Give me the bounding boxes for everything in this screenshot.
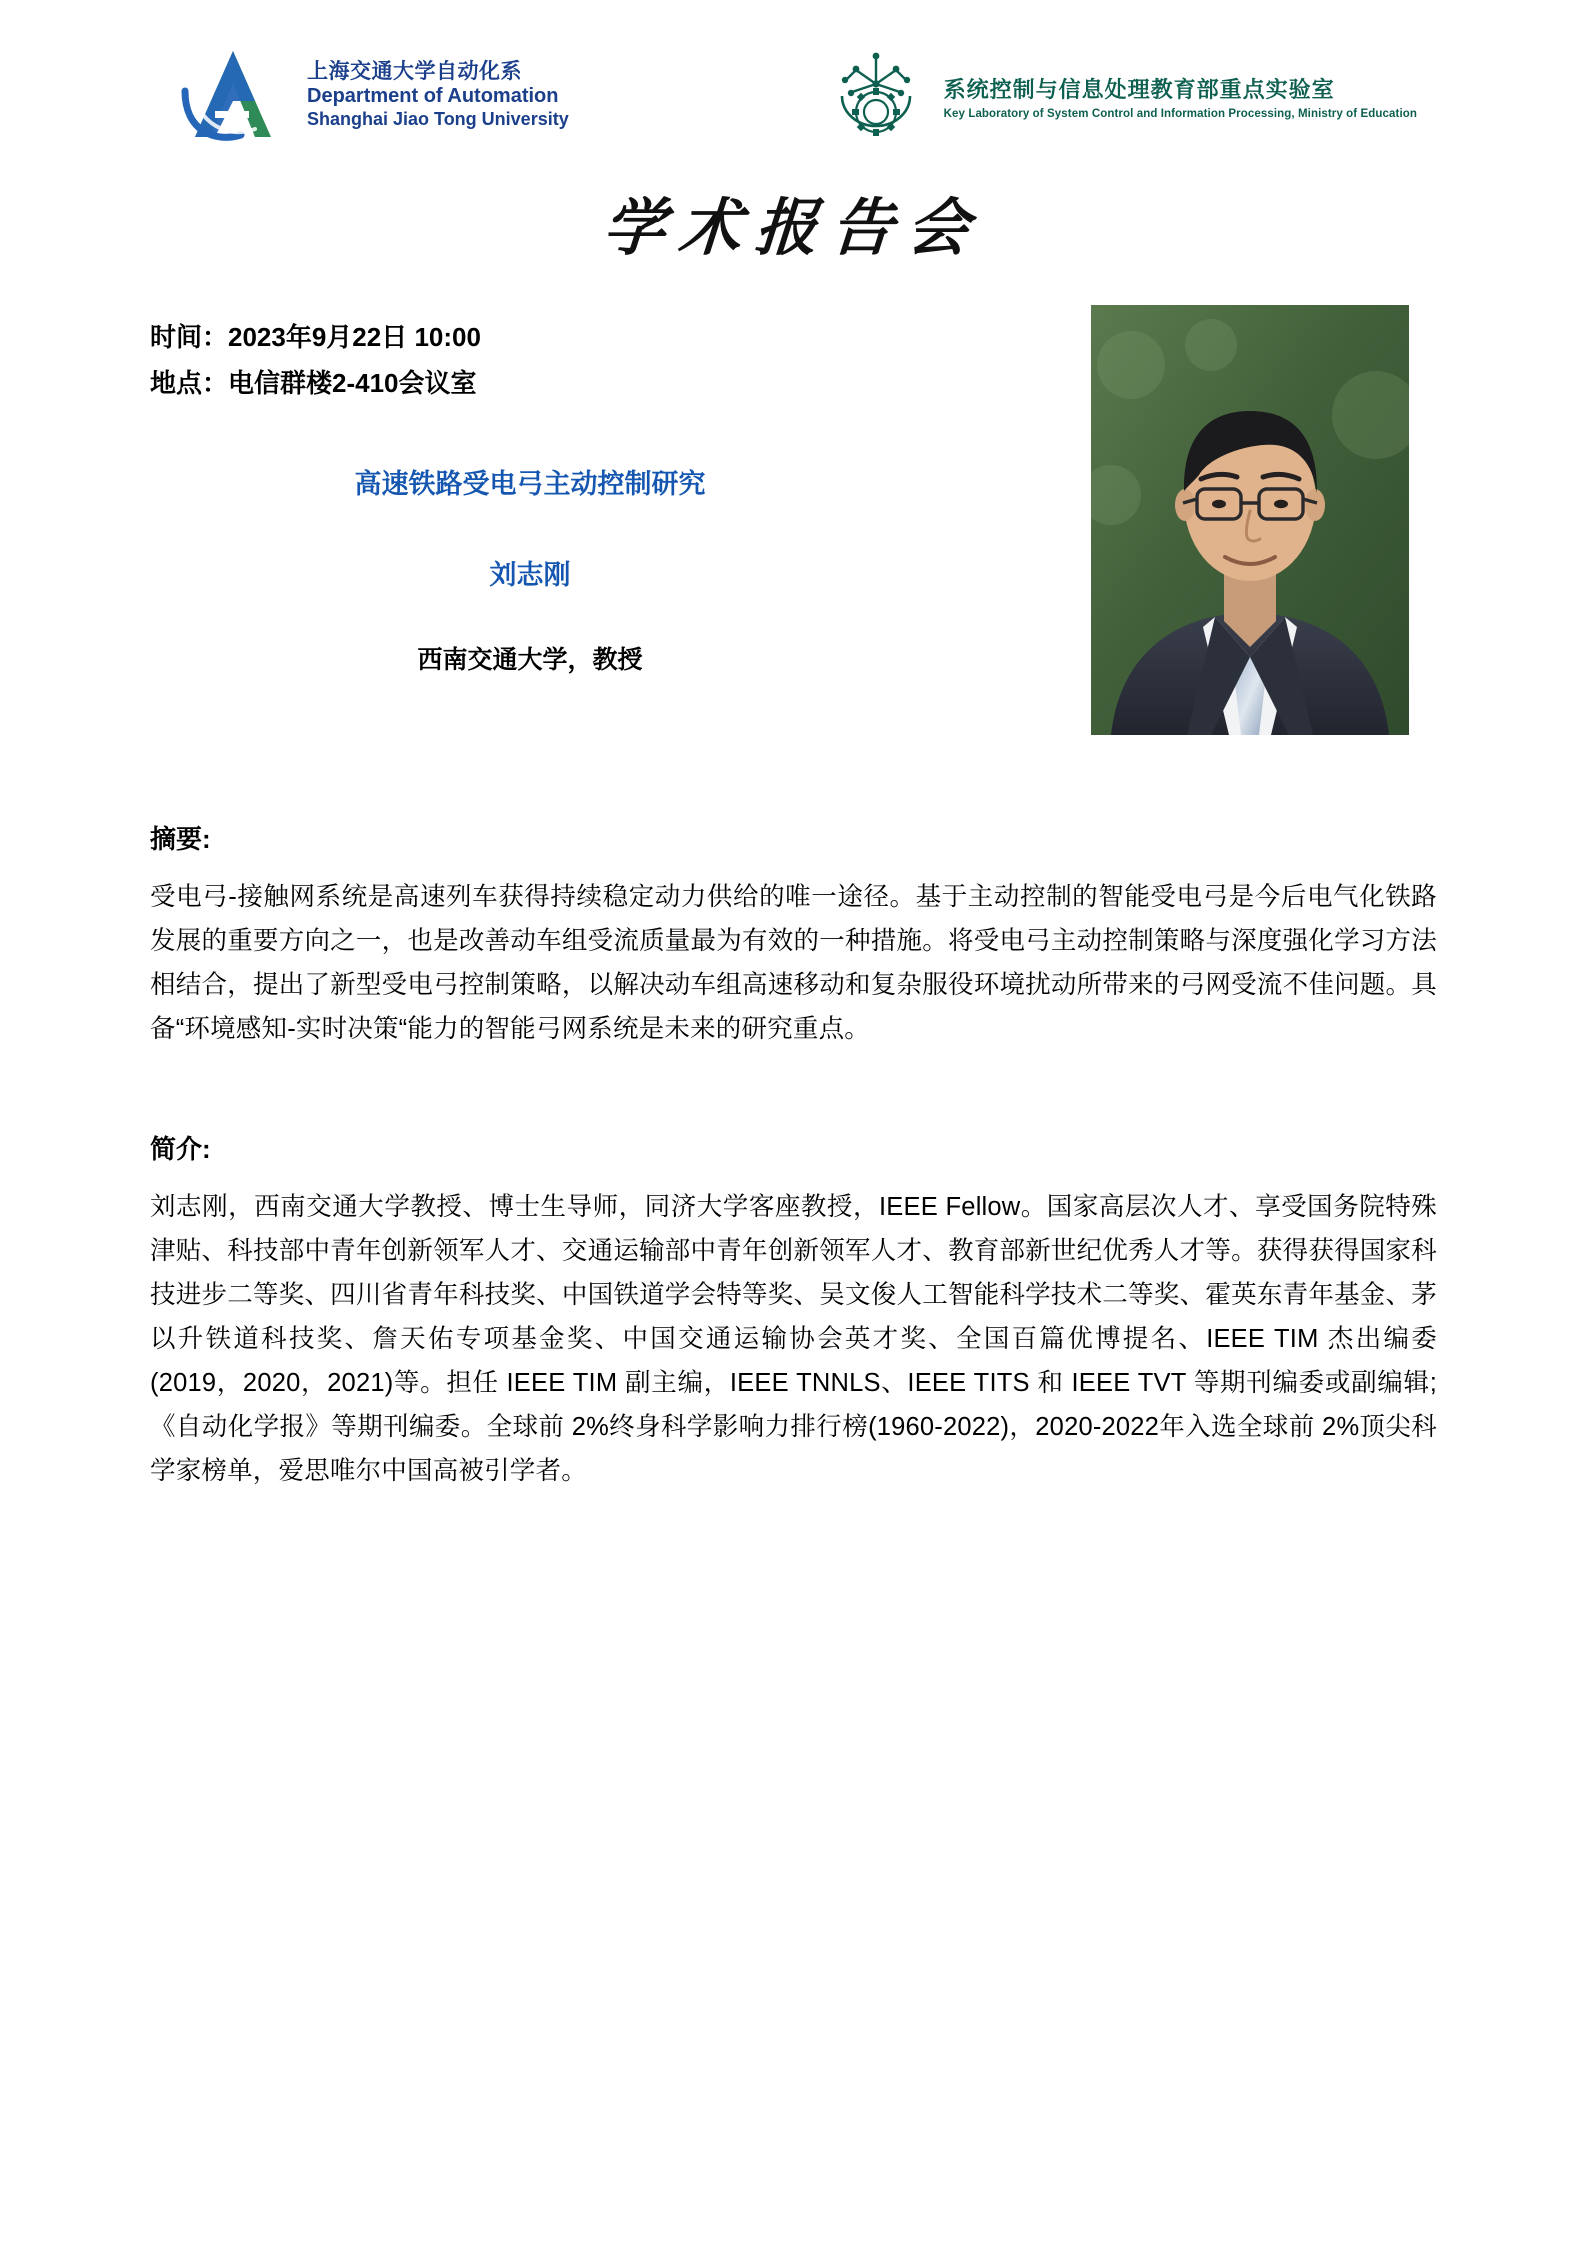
sjtu-logo-en1: Department of Automation xyxy=(307,84,559,107)
abstract-text: 受电弓-接触网系统是高速列车获得持续稳定动力供给的唯一途径。基于主动控制的智能受电弓是今后电气化铁路发展的重要方向之一，也是改善动车组受流质量最为有效的一种措施。将受电弓主动控制策略与深度强化学习方法相结合，提出了新型受电弓控制策略，以解决动车组高速移动和复杂服役环境扰动所带来的弓网受流不佳问题。具备“环境感知-实时决策“能力的智能弓网系统是未来的研究重点。 xyxy=(150,883,1437,1043)
abstract-heading: 摘要: xyxy=(150,824,211,854)
sjtu-logo-en2: Shanghai Jiao Tong University xyxy=(307,108,569,129)
sjtu-automation-logo xyxy=(175,45,569,145)
bio-text: 刘志刚，西南交通大学教授、博士生导师，同济大学客座教授，IEEE Fellow。国家高层次人才、享受国务院特殊津贴、科技部中青年创新领军人才、交通运输部中青年创新领军人才、教育部新世纪优秀人才等。获得获得国家科技进步二等奖、四川省青年科技奖、中国铁道学会特等奖、吴文俊人工智能科学技术二等奖、霍英东青年基金、茅以升铁道科技奖、詹天佑专项基金奖、中国交通运输协会英才奖、全国百篇优博提名、IEEE TIM 杰出编委(2019，2020，2021)等。担任 IEEE TIM 副主编，IEEE TNNLS、IEEE TITS 和 IEEE TVT 等期刊编委或副编辑;《自动化学报》等期刊编委。全球前 2%终身科学影响力排行榜(1960-2022)，2020-2022年入选全球前 2%顶尖科学家榜单，爱思唯尔中国高被引学者。 xyxy=(150,1193,1437,1485)
abstract-section xyxy=(150,819,1437,1051)
bio-section xyxy=(150,1129,1437,1493)
event-time: 时间：2023年9月22日 10:00 xyxy=(150,322,481,352)
key-laboratory-logo-text xyxy=(944,73,1417,120)
keylab-logo-en: Key Laboratory of System Control and Information Processing, Ministry of Education xyxy=(943,107,1417,120)
bio-heading: 简介: xyxy=(150,1134,211,1165)
page-title: 学术报告会 xyxy=(600,191,986,264)
key-laboratory-logo xyxy=(822,48,1417,144)
sjtu-automation-logo-text xyxy=(307,60,569,130)
event-place: 地点：电信群楼2-410会议室 xyxy=(150,367,477,398)
key-laboratory-logo-icon xyxy=(822,48,930,144)
speaker-portrait xyxy=(1091,305,1409,735)
speaker-affiliation: 西南交通大学，教授 xyxy=(417,646,643,674)
talk-topic: 高速铁路受电弓主动控制研究 xyxy=(354,469,706,499)
sjtu-logo-cn: 上海交通大学自动化系 xyxy=(307,60,522,84)
speaker-name: 刘志刚 xyxy=(489,560,571,590)
keylab-logo-cn: 系统控制与信息处理教育部重点实验室 xyxy=(943,76,1335,102)
sjtu-automation-logo-icon xyxy=(175,45,295,145)
event-info-row xyxy=(150,315,1437,755)
poster-header xyxy=(150,0,1437,160)
